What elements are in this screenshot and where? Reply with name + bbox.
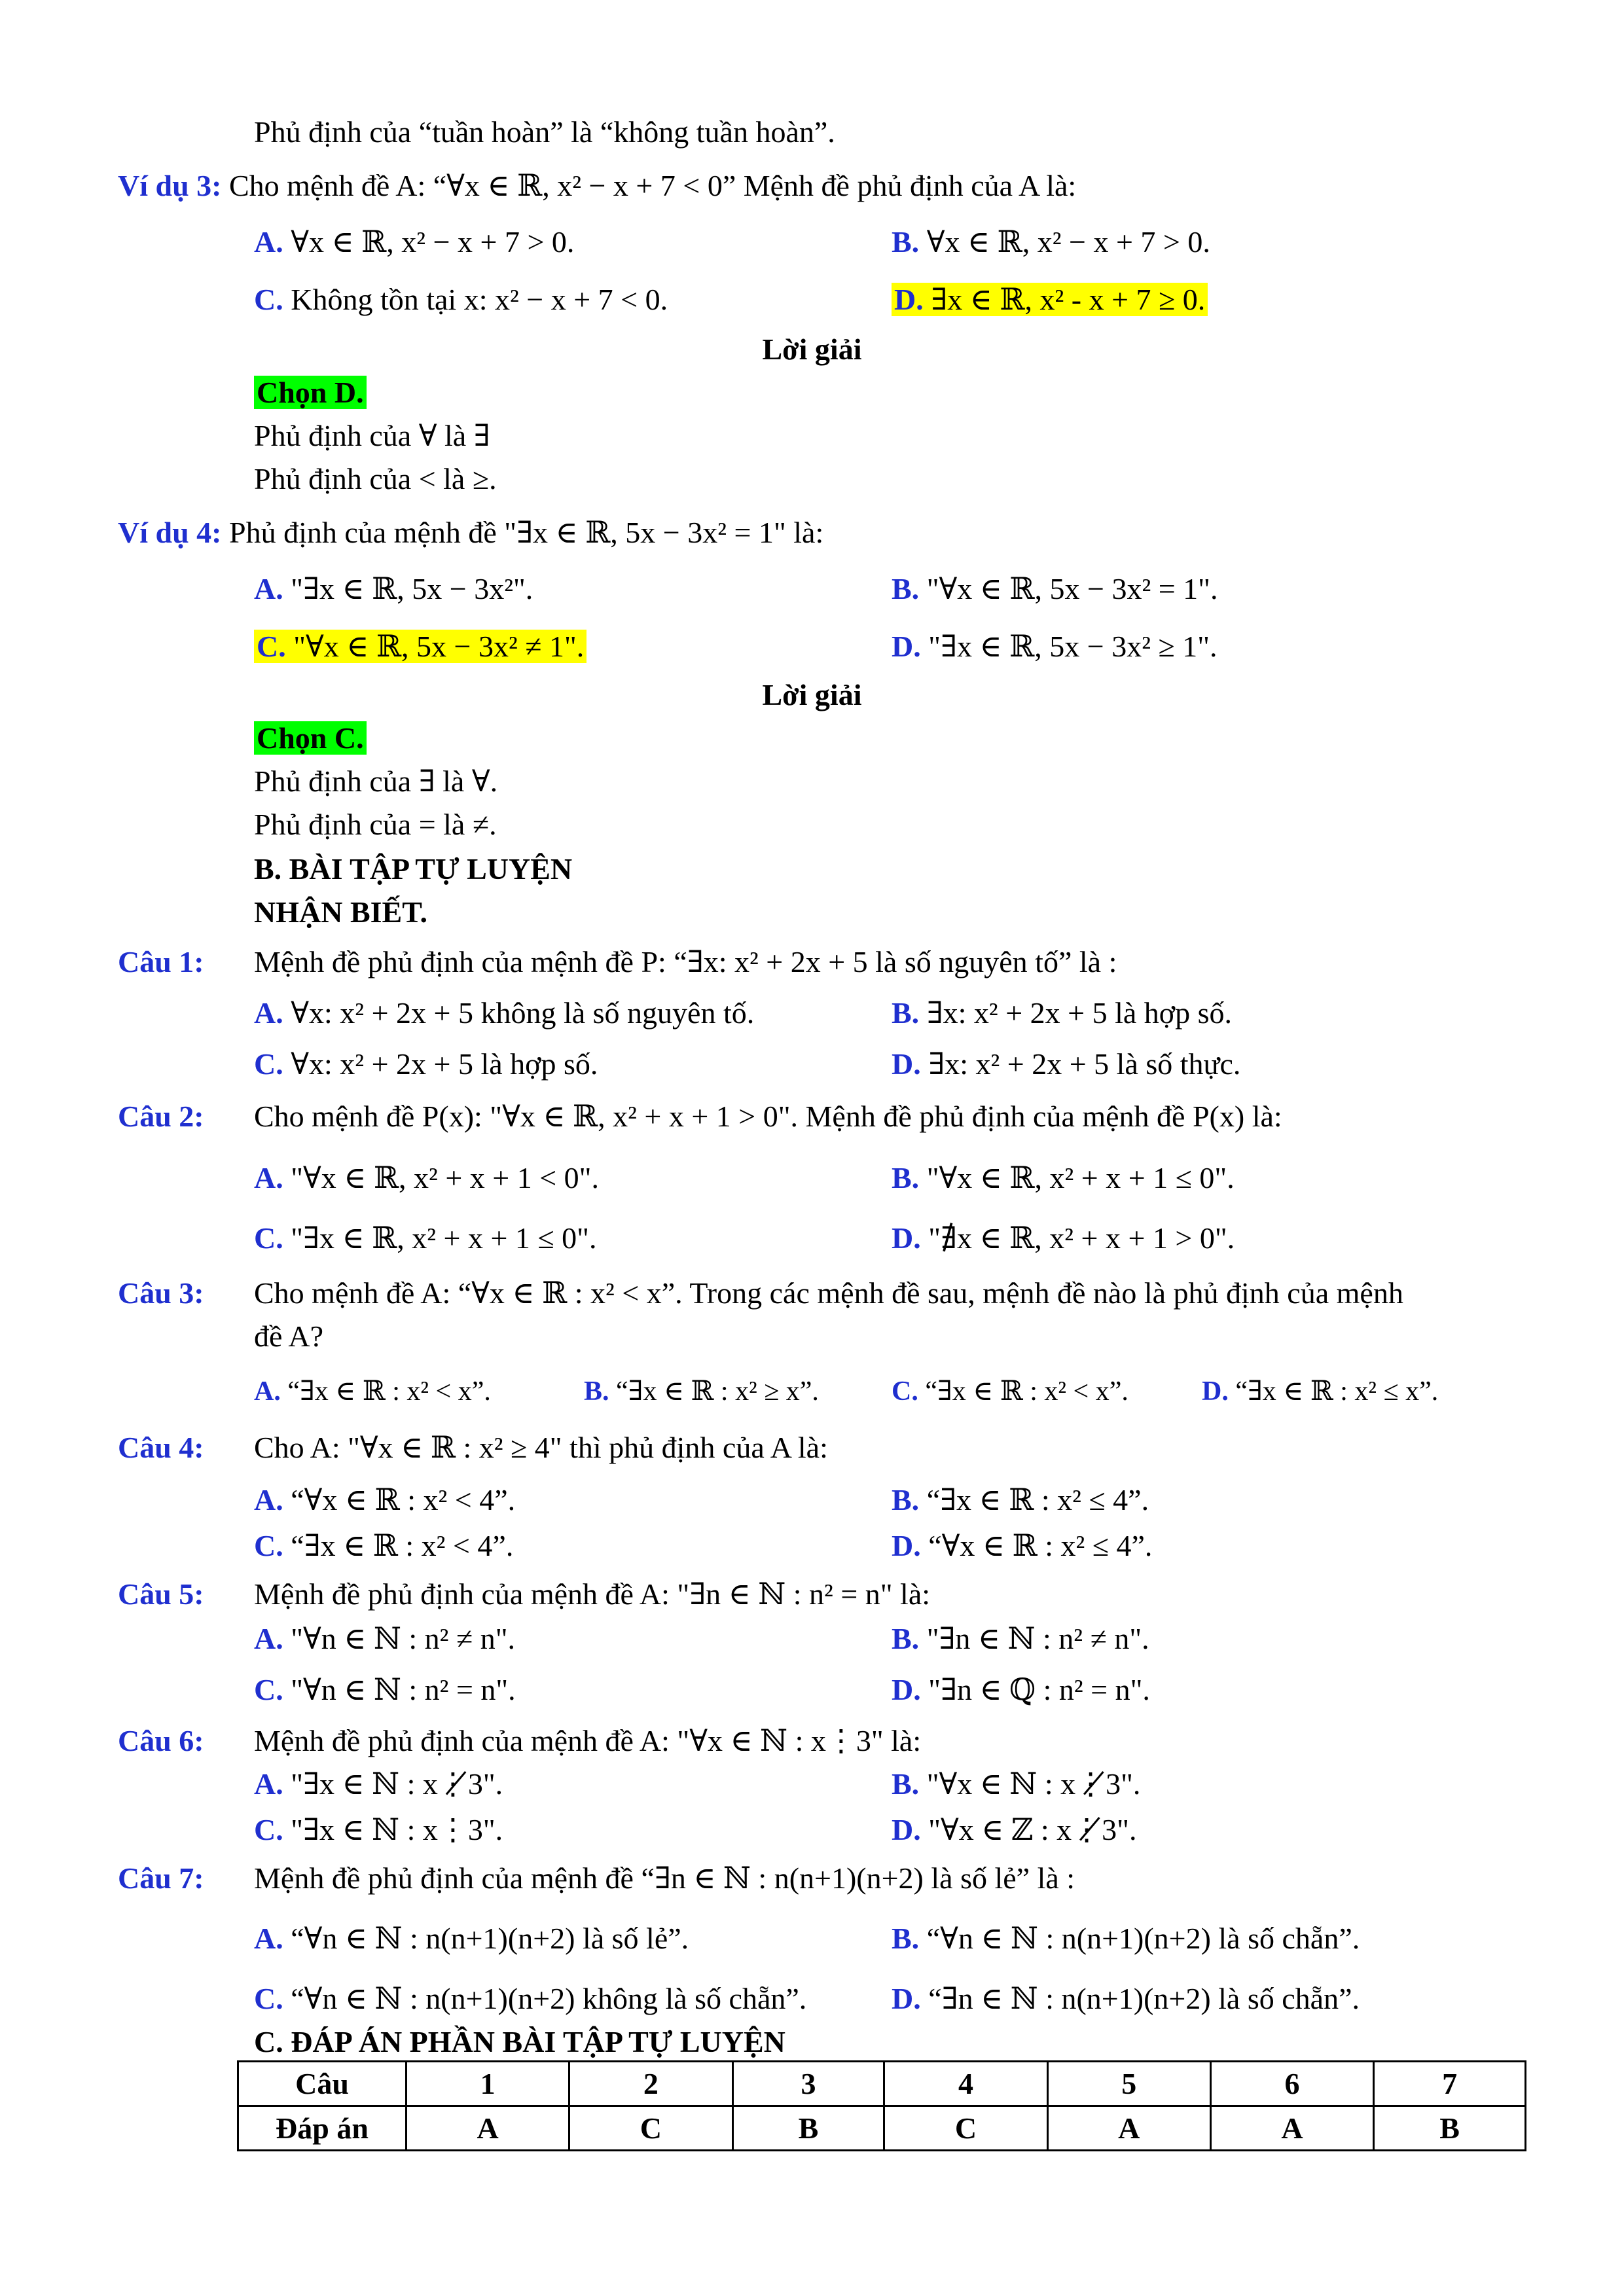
question-6-option-b: B. "∀x ∈ ℕ : x⋮̸3". (892, 1767, 1141, 1801)
answer-table-number: 7 (1374, 2062, 1526, 2106)
question-2-option-b: B. "∀x ∈ ℝ, x² + x + 1 ≤ 0". (892, 1161, 1235, 1194)
answer-table-answer: A (406, 2106, 569, 2151)
example-4-explanation-2: Phủ định của = là ≠. (254, 808, 497, 841)
question-1-option-a: A. ∀x: x² + 2x + 5 không là số nguyên tố. (254, 996, 755, 1030)
answer-table-number: 2 (569, 2062, 732, 2106)
answer-table-answer: A (1047, 2106, 1210, 2151)
answer-table-answer: A (1210, 2106, 1373, 2151)
question-5-option-b: B. "∃n ∈ ℕ : n² ≠ n". (892, 1622, 1149, 1655)
answer-table-number: 6 (1210, 2062, 1373, 2106)
example-3-option-a: A. ∀x ∈ ℝ, x² − x + 7 > 0. (254, 225, 575, 259)
question-2-option-d: D. "∄x ∈ ℝ, x² + x + 1 > 0". (892, 1221, 1235, 1255)
intro-line: Phủ định của “tuần hoàn” là “không tuần hoàn”. (254, 115, 835, 149)
answer-table-number-row (238, 2062, 1526, 2106)
example-4-solution-title: Lời giải (762, 678, 862, 711)
question-2-label: Câu 2: (118, 1100, 204, 1133)
answer-table-answer-row (238, 2106, 1526, 2151)
question-3-label: Câu 3: (118, 1276, 204, 1310)
question-4-option-d: D. “∀x ∈ ℝ : x² ≤ 4”. (892, 1529, 1153, 1562)
question-2-option-c: C. "∃x ∈ ℝ, x² + x + 1 ≤ 0". (254, 1221, 597, 1255)
question-3-text-line-1: Cho mệnh đề A: “∀x ∈ ℝ : x² < x”. Trong các mệnh đề sau, mệnh đề nào là phủ định của mệnh (254, 1276, 1403, 1310)
answer-table-number: 3 (732, 2062, 884, 2106)
question-3-option-c: C. “∃x ∈ ℝ : x² < x”. (892, 1376, 1128, 1407)
question-1-option-b: B. ∃x: x² + 2x + 5 là hợp số. (892, 996, 1233, 1030)
question-1-text: Mệnh đề phủ định của mệnh đề P: “∃x: x² + 2x + 5 là số nguyên tố” là : (254, 945, 1117, 978)
question-3-option-b: B. “∃x ∈ ℝ : x² ≥ x”. (584, 1376, 819, 1407)
example-3-explanation-2: Phủ định của < là ≥. (254, 462, 497, 495)
question-3-text-line-2: đề A? (254, 1319, 324, 1353)
example-3-explanation-1: Phủ định của ∀ là ∃ (254, 419, 490, 452)
question-7-option-b: B. “∀n ∈ ℕ : n(n+1)(n+2) là số chẵn”. (892, 1922, 1360, 1955)
question-1-option-d: D. ∃x: x² + 2x + 5 là số thực. (892, 1047, 1241, 1081)
question-5-text: Mệnh đề phủ định của mệnh đề A: "∃n ∈ ℕ : n² = n" là: (254, 1577, 931, 1611)
question-4-option-b: B. “∃x ∈ ℝ : x² ≤ 4”. (892, 1483, 1149, 1516)
question-6-option-d: D. "∀x ∈ ℤ : x⋮̸3". (892, 1813, 1137, 1846)
answer-table-answer: B (732, 2106, 884, 2151)
example-4-option-c: C. "∀x ∈ ℝ, 5x − 3x² ≠ 1". (254, 627, 586, 666)
question-5-option-d: D. "∃n ∈ ℚ : n² = n". (892, 1673, 1150, 1706)
answer-table-answer: C (569, 2106, 732, 2151)
question-6-text: Mệnh đề phủ định của mệnh đề A: "∀x ∈ ℕ : x⋮3" là: (254, 1724, 922, 1757)
example-3-option-c: C. Không tồn tại x: x² − x + 7 < 0. (254, 283, 668, 316)
example-4-option-d: D. "∃x ∈ ℝ, 5x − 3x² ≥ 1". (892, 630, 1218, 663)
question-2-option-a: A. "∀x ∈ ℝ, x² + x + 1 < 0". (254, 1161, 599, 1194)
example-3-question (118, 166, 1076, 206)
answer-table-header-question: Câu (238, 2062, 406, 2106)
example-4-explanation-1: Phủ định của ∃ là ∀. (254, 764, 498, 798)
question-6-label: Câu 6: (118, 1724, 204, 1757)
question-7-option-c: C. “∀n ∈ ℕ : n(n+1)(n+2) không là số chẵn”. (254, 1982, 807, 2015)
example-3-label: Ví dụ 3: (118, 169, 222, 202)
answer-table-answer: C (884, 2106, 1047, 2151)
question-4-text: Cho A: "∀x ∈ ℝ : x² ≥ 4" thì phủ định của A là: (254, 1431, 828, 1464)
question-7-label: Câu 7: (118, 1861, 204, 1895)
answer-table-number: 1 (406, 2062, 569, 2106)
question-5-option-c: C. "∀n ∈ ℕ : n² = n". (254, 1673, 516, 1706)
answer-table-answer: B (1374, 2106, 1526, 2151)
answer-table-number: 4 (884, 2062, 1047, 2106)
example-3-option-b: B. ∀x ∈ ℝ, x² − x + 7 > 0. (892, 225, 1210, 259)
level-heading: NHẬN BIẾT. (254, 895, 427, 929)
question-3-option-d: D. “∃x ∈ ℝ : x² ≤ x”. (1202, 1376, 1439, 1407)
example-3-solution-title: Lời giải (762, 332, 862, 366)
example-4-label: Ví dụ 4: (118, 516, 222, 549)
example-3-text: Cho mệnh đề A: “∀x ∈ ℝ, x² − x + 7 < 0” Mệnh đề phủ định của A là: (228, 169, 1077, 202)
example-4-choice: Chọn C. (254, 719, 367, 758)
question-1-label: Câu 1: (118, 945, 204, 978)
question-7-option-d: D. “∃n ∈ ℕ : n(n+1)(n+2) là số chẵn”. (892, 1982, 1360, 2015)
example-4-question (118, 513, 823, 552)
example-3-choice: Chọn D. (254, 373, 367, 412)
question-7-text: Mệnh đề phủ định của mệnh đề “∃n ∈ ℕ : n(n+1)(n+2) là số lẻ” là : (254, 1861, 1075, 1895)
question-5-option-a: A. "∀n ∈ ℕ : n² ≠ n". (254, 1622, 515, 1655)
answer-table-header-answer: Đáp án (238, 2106, 406, 2151)
question-3-option-a: A. “∃x ∈ ℝ : x² < x”. (254, 1376, 491, 1407)
question-7-option-a: A. “∀n ∈ ℕ : n(n+1)(n+2) là số lẻ”. (254, 1922, 689, 1955)
answer-table-number: 5 (1047, 2062, 1210, 2106)
question-4-option-a: A. “∀x ∈ ℝ : x² < 4”. (254, 1483, 516, 1516)
example-3-option-d: D. ∃x ∈ ℝ, x² - x + 7 ≥ 0. (892, 280, 1208, 319)
example-4-option-a: A. "∃x ∈ ℝ, 5x − 3x²". (254, 572, 533, 605)
question-6-option-c: C. "∃x ∈ ℕ : x⋮3". (254, 1813, 503, 1846)
question-1-option-c: C. ∀x: x² + 2x + 5 là hợp số. (254, 1047, 598, 1081)
answer-table (237, 2060, 1526, 2151)
question-4-option-c: C. “∃x ∈ ℝ : x² < 4”. (254, 1529, 514, 1562)
section-b-heading: B. BÀI TẬP TỰ LUYỆN (254, 852, 573, 886)
example-4-text: Phủ định của mệnh đề "∃x ∈ ℝ, 5x − 3x² = 1" là: (228, 516, 824, 549)
section-c-heading: C. ĐÁP ÁN PHẦN BÀI TẬP TỰ LUYỆN (254, 2025, 785, 2058)
example-4-option-b: B. "∀x ∈ ℝ, 5x − 3x² = 1". (892, 572, 1218, 605)
question-6-option-a: A. "∃x ∈ ℕ : x⋮̸3". (254, 1767, 503, 1801)
question-2-text: Cho mệnh đề P(x): "∀x ∈ ℝ, x² + x + 1 > 0". Mệnh đề phủ định của mệnh đề P(x) là: (254, 1100, 1282, 1133)
question-4-label: Câu 4: (118, 1431, 204, 1464)
question-5-label: Câu 5: (118, 1577, 204, 1611)
